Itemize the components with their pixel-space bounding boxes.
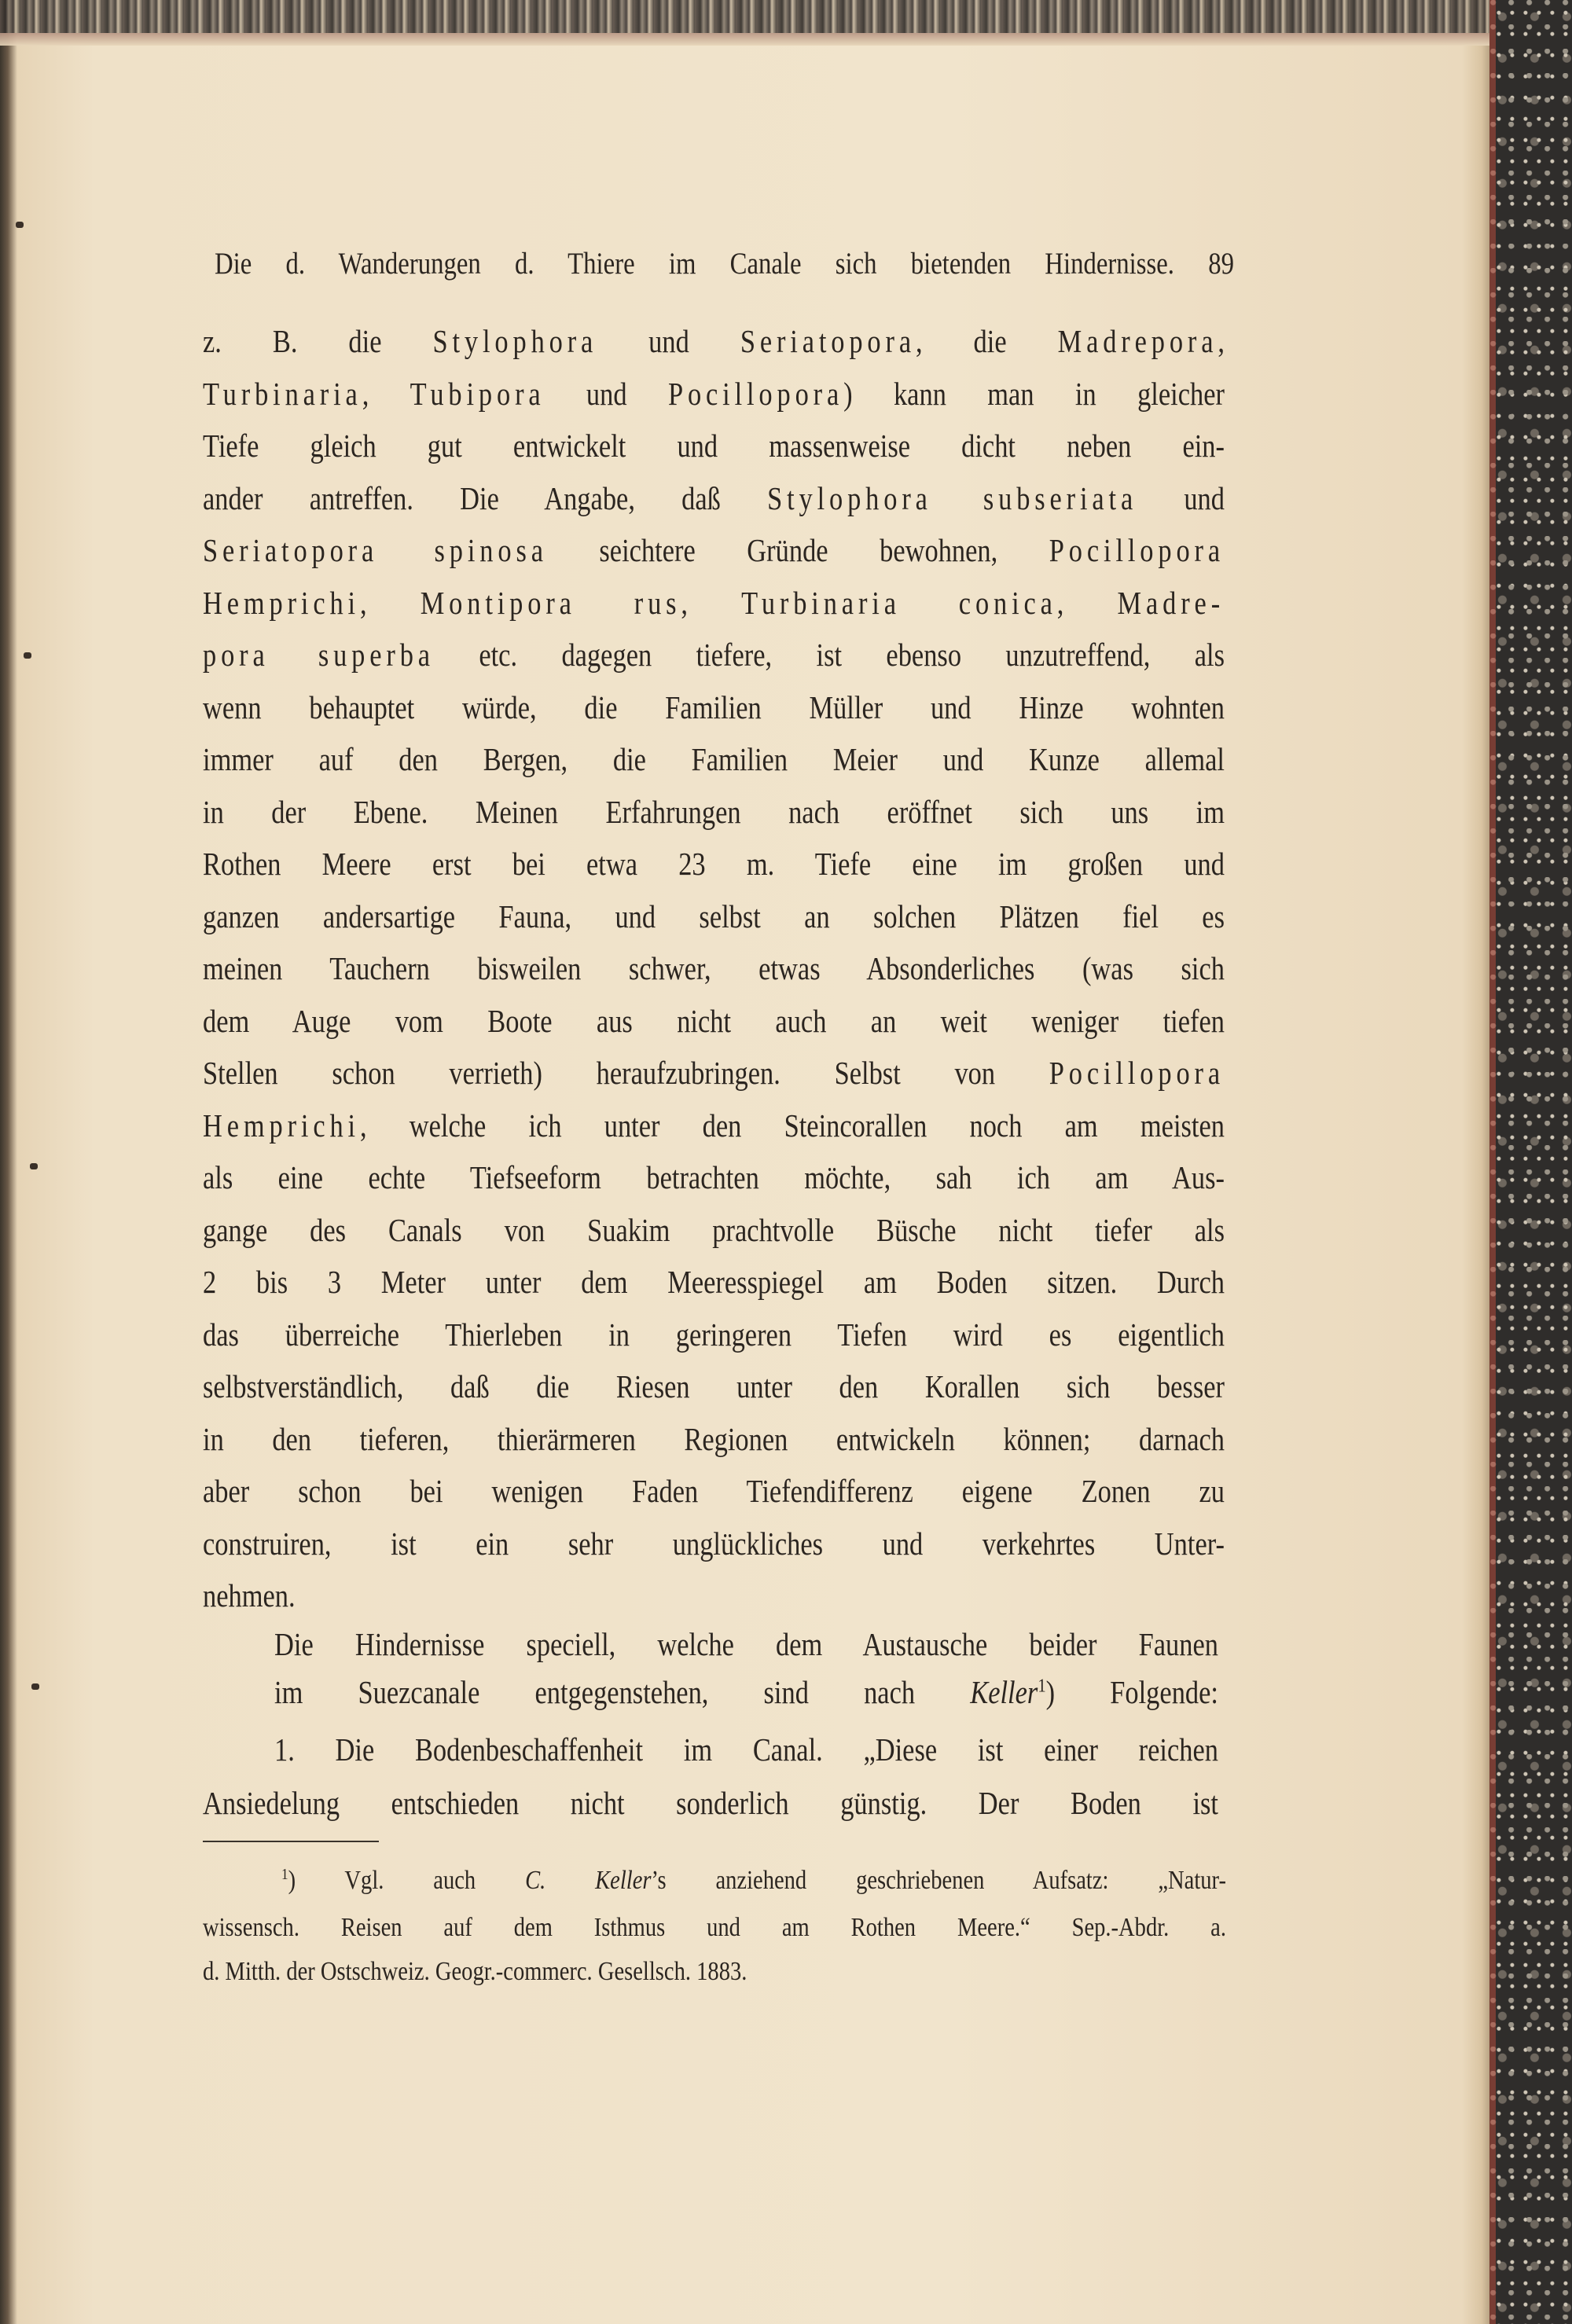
body-line <box>203 1204 1225 1256</box>
text-run: , <box>1056 584 1118 621</box>
body-line <box>203 420 1225 472</box>
text-run: Tiefe gleich gut entwickelt und massenweise dicht neben ein- <box>203 428 1225 464</box>
text-run: ) kann man in gleicher <box>843 375 1225 412</box>
body-line <box>203 1465 1225 1517</box>
text-run: , welche ich unter den Steincorallen noch am meisten <box>359 1107 1225 1144</box>
text-run: d. Mitth. der Ostschweiz. Geogr.-commerc. Gesellsch. 1883. <box>203 1957 747 1986</box>
footnote-line <box>281 1859 1226 1903</box>
text-run: im Suezcanale entgegenstehen, sind nach <box>274 1674 971 1710</box>
text-run: in der Ebene. Meinen Erfahrungen nach eröffnet sich uns im <box>203 793 1225 830</box>
body-line <box>274 1618 1218 1670</box>
spaced-taxon-name: Madre- <box>1117 584 1225 621</box>
text-run: wenn behauptet würde, die Familien Müller und Hinze wohnten <box>203 688 1225 725</box>
spaced-taxon-name: Madrepora <box>1057 323 1218 359</box>
page-edge-mark <box>31 1683 39 1690</box>
scan-top-edge <box>0 0 1572 46</box>
text-run: das überreiche Thierleben in geringeren Tiefen wird es eigentlich <box>203 1316 1225 1353</box>
header-title: Die d. Wanderungen d. Thiere im Canale sich bietenden Hindernisse. <box>215 247 1174 281</box>
footnote-marker: 1 <box>1038 1675 1046 1697</box>
body-line <box>274 1666 1218 1718</box>
text-run: Rothen Meere erst bei etwa 23 m. Tiefe eine im großen und <box>203 846 1225 882</box>
spaced-taxon-name: Seriatopora <box>740 323 916 359</box>
footnote-marker: 1 <box>281 1865 288 1883</box>
text-run: , <box>681 584 742 621</box>
body-line <box>203 681 1225 733</box>
footnote-line <box>203 1950 1226 1994</box>
page-edge-mark <box>24 652 31 659</box>
text-run: dem Auge vom Boote aus nicht auch an weit weniger tiefen <box>203 1002 1225 1039</box>
running-header <box>215 238 1234 290</box>
spaced-taxon-name: Turbinaria <box>203 375 362 412</box>
italic-name: C. Keller <box>525 1866 652 1895</box>
text-run: , <box>362 375 410 412</box>
body-line <box>203 786 1225 838</box>
body-line <box>203 1047 1225 1099</box>
text-run: aber schon bei wenigen Faden Tiefendifferenz eigene Zonen zu <box>203 1473 1225 1509</box>
text-run: Die Hindernisse speciell, welche dem Austausche beider Faunen <box>274 1626 1218 1662</box>
spaced-taxon-name: Pocillopora <box>667 375 844 412</box>
spaced-taxon-name: Montipora rus <box>420 584 681 621</box>
body-line <box>203 838 1225 890</box>
footnote-line <box>203 1906 1226 1950</box>
text-run: construiren, ist ein sehr unglückliches und verkehrtes Unter- <box>203 1525 1225 1562</box>
body-line <box>203 995 1225 1047</box>
body-line <box>203 1777 1218 1829</box>
spaced-taxon-name: Turbinaria conica <box>741 584 1057 621</box>
text-run: nehmen. <box>203 1577 296 1614</box>
page-edge-mark <box>30 1163 38 1169</box>
body-line <box>203 1413 1225 1465</box>
text-run: selbstverständlich, daß die Riesen unter den Korallen sich besser <box>203 1368 1225 1404</box>
text-run: und <box>597 323 740 359</box>
text-run: und <box>545 375 668 412</box>
spaced-taxon-name: Seriatopora spinosa <box>203 532 548 568</box>
spaced-taxon-name: Stylophora subseriata <box>767 479 1138 516</box>
body-line <box>203 1309 1225 1360</box>
body-line <box>203 733 1225 785</box>
text-run: ) Vgl. auch <box>288 1866 526 1895</box>
text-run: 2 bis 3 Meter unter dem Meeresspiegel am Boden sitzen. Durch <box>203 1264 1225 1300</box>
body-line <box>203 472 1225 524</box>
text-run: etc. dagegen tiefere, ist ebenso unzutreffend, als <box>434 637 1225 673</box>
text-run: 1. Die Bodenbeschaffenheit im Canal. „Diese ist einer reichen <box>274 1731 1218 1768</box>
text-run: und <box>1137 479 1225 516</box>
body-line <box>203 1518 1225 1570</box>
spaced-taxon-name: pora superba <box>203 637 435 673</box>
body-line <box>203 577 1225 629</box>
spaced-taxon-name: Pocillopora <box>1049 532 1225 568</box>
spaced-taxon-name: Hemprichi <box>203 584 360 621</box>
body-line <box>203 890 1225 942</box>
text-run: gange des Canals von Suakim prachtvolle Büsche nicht tiefer als <box>203 1211 1225 1248</box>
body-line <box>203 1100 1225 1151</box>
spaced-taxon-name: Pocillopora <box>1049 1055 1225 1091</box>
page-edge-mark <box>16 222 24 228</box>
page-number: 89 <box>1208 247 1234 281</box>
footnote-rule <box>203 1841 379 1842</box>
body-line <box>203 1570 1225 1621</box>
spaced-taxon-name: Tubipora <box>410 375 545 412</box>
book-binding-edge <box>1489 0 1572 2324</box>
italic-name: Keller <box>970 1674 1038 1710</box>
text-run: wissensch. Reisen auf dem Isthmus und am Rothen Meere.“ Sep.-Abdr. a. <box>203 1913 1226 1942</box>
body-line <box>203 368 1225 420</box>
text-run: in den tieferen, thierärmeren Regionen entwickeln können; darnach <box>203 1420 1225 1457</box>
text-run: als eine echte Tiefseeform betrachten möchte, sah ich am Aus- <box>203 1159 1225 1195</box>
body-line <box>203 629 1225 681</box>
text-run: Stellen schon verrieth) heraufzubringen. Selbst von <box>203 1055 1049 1091</box>
text-run: , <box>359 584 421 621</box>
body-line <box>203 1151 1225 1203</box>
body-line <box>274 1724 1218 1775</box>
text-run: , die <box>915 323 1058 359</box>
text-run: seichtere Gründe bewohnen, <box>547 532 1049 568</box>
spaced-taxon-name: Stylophora <box>432 323 598 359</box>
body-line <box>203 1360 1225 1412</box>
text-run: immer auf den Bergen, die Familien Meier und Kunze allemal <box>203 741 1225 777</box>
text-run: ’s anziehend geschriebenen Aufsatz: „Natur- <box>651 1866 1226 1895</box>
body-line <box>203 1256 1225 1308</box>
text-run: , <box>1218 323 1225 359</box>
text-run: Ansiedelung entschieden nicht sonderlich günstig. Der Boden ist <box>203 1785 1218 1821</box>
text-run: ganzen andersartige Fauna, und selbst an solchen Plätzen fiel es <box>203 898 1225 934</box>
text-run: meinen Tauchern bisweilen schwer, etwas Absonderliches (was sich <box>203 950 1225 986</box>
text-run: ) Folgende: <box>1045 1674 1218 1710</box>
body-line <box>203 524 1225 576</box>
body-line <box>203 315 1225 367</box>
text-run: z. B. die <box>203 323 433 359</box>
spaced-taxon-name: Hemprichi <box>203 1107 360 1144</box>
text-run: ander antreffen. Die Angabe, daß <box>203 479 768 516</box>
body-line <box>203 942 1225 994</box>
